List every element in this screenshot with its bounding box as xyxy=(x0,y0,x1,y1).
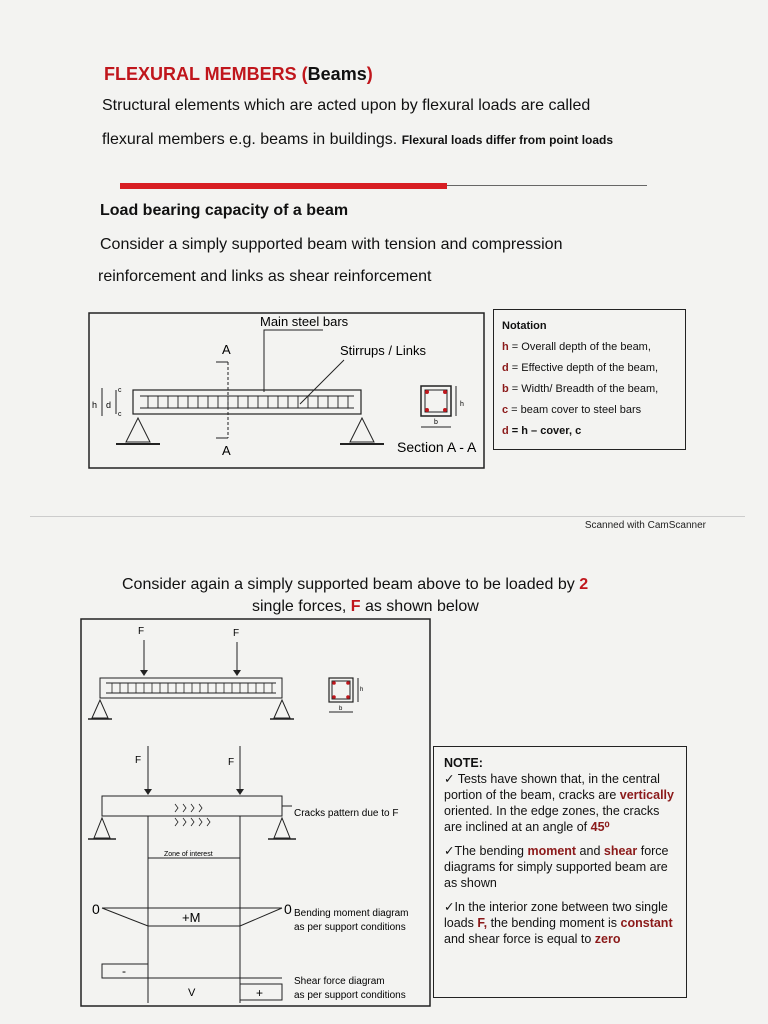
note-point-2: ✓The bending moment and shear force diagrams for simply supported beam are as shown xyxy=(444,844,669,890)
sf-minus: - xyxy=(122,964,126,978)
thin-divider-line xyxy=(447,185,647,186)
small-section-h: h xyxy=(360,687,364,693)
sf-label-2: as per support conditions xyxy=(294,990,406,1001)
zone-of-interest-label: Zone of interest xyxy=(164,851,213,858)
section-a-bottom-label: A xyxy=(222,443,231,458)
scanned-with-label: Scanned with CamScanner xyxy=(584,520,706,531)
section-aa-label: Section A - A xyxy=(397,439,477,455)
sf-v: V xyxy=(188,987,196,999)
bm-label-2: as per support conditions xyxy=(294,922,406,933)
main-steel-label: Main steel bars xyxy=(260,314,349,329)
notation-item-b: b = Width/ Breadth of the beam, xyxy=(502,383,659,395)
force-label-3: F xyxy=(135,755,142,766)
note-point-1: ✓ Tests have shown that, in the central portion of the beam, cracks are vertically oriented. In the edge zones, the cracks are inclined at an angle of 45⁰ xyxy=(444,772,674,834)
intro-line-2: flexural members e.g. beams in buildings. Flexural loads differ from point loads xyxy=(102,131,614,148)
intro-small-note: Flexural loads differ from point loads xyxy=(401,133,614,147)
section-dim-h: h xyxy=(460,401,464,408)
page2-heading-line-1: Consider again a simply supported beam above to be loaded by 2 xyxy=(122,576,589,593)
dim-h: h xyxy=(92,400,98,410)
consider-line-1: Consider a simply supported beam with tension and compression xyxy=(100,236,563,253)
sf-label-1: Shear force diagram xyxy=(294,976,385,987)
page-title: FLEXURAL MEMBERS (Beams) xyxy=(104,64,373,84)
notation-item-h: h = Overall depth of the beam, xyxy=(502,341,651,353)
beam-diagram-1 xyxy=(88,310,486,470)
force-label-1: F xyxy=(138,626,145,637)
sf-plus: + xyxy=(256,986,264,1000)
force-label-4: F xyxy=(228,757,235,768)
dim-c-top: c xyxy=(118,387,122,394)
page-divider xyxy=(30,516,745,517)
bm-label-1: Bending moment diagram xyxy=(294,908,409,919)
section-dim-b: b xyxy=(434,419,438,426)
notation-item-c: c = beam cover to steel bars xyxy=(502,404,642,416)
notation-item-d: d = Effective depth of the beam, xyxy=(502,362,659,374)
note-box xyxy=(433,746,687,998)
title-beams: Beams xyxy=(307,64,367,84)
note-point-3: ✓In the interior zone between two single loads F, the bending moment is constant and shear force is equal to zero xyxy=(444,900,673,946)
section-a-top-label: A xyxy=(222,342,231,357)
notation-heading: Notation xyxy=(502,320,547,332)
note-heading: NOTE: xyxy=(444,756,483,770)
page2-heading-line-2: single forces, F as shown below xyxy=(252,598,479,615)
small-section-b: b xyxy=(339,706,343,712)
dim-d: d xyxy=(106,400,112,410)
force-label-2: F xyxy=(233,628,240,639)
bm-plus-m: +M xyxy=(182,910,201,925)
bm-zero-right: 0 xyxy=(284,901,292,917)
intro-line-1: Structural elements which are acted upon by flexural loads are called xyxy=(102,97,591,114)
beam-diagram-2 xyxy=(80,618,432,1008)
notation-item-d-formula: d = h – cover, c xyxy=(502,425,582,437)
notation-box xyxy=(493,309,686,450)
subheading-load-bearing: Load bearing capacity of a beam xyxy=(100,202,349,219)
bm-zero-left: 0 xyxy=(92,901,100,917)
red-divider-bar xyxy=(120,183,447,189)
dim-c-bottom: c xyxy=(118,411,122,418)
cracks-label: Cracks pattern due to F xyxy=(294,808,399,819)
stirrups-label: Stirrups / Links xyxy=(340,343,426,358)
consider-line-2: reinforcement and links as shear reinforcement xyxy=(98,268,432,285)
